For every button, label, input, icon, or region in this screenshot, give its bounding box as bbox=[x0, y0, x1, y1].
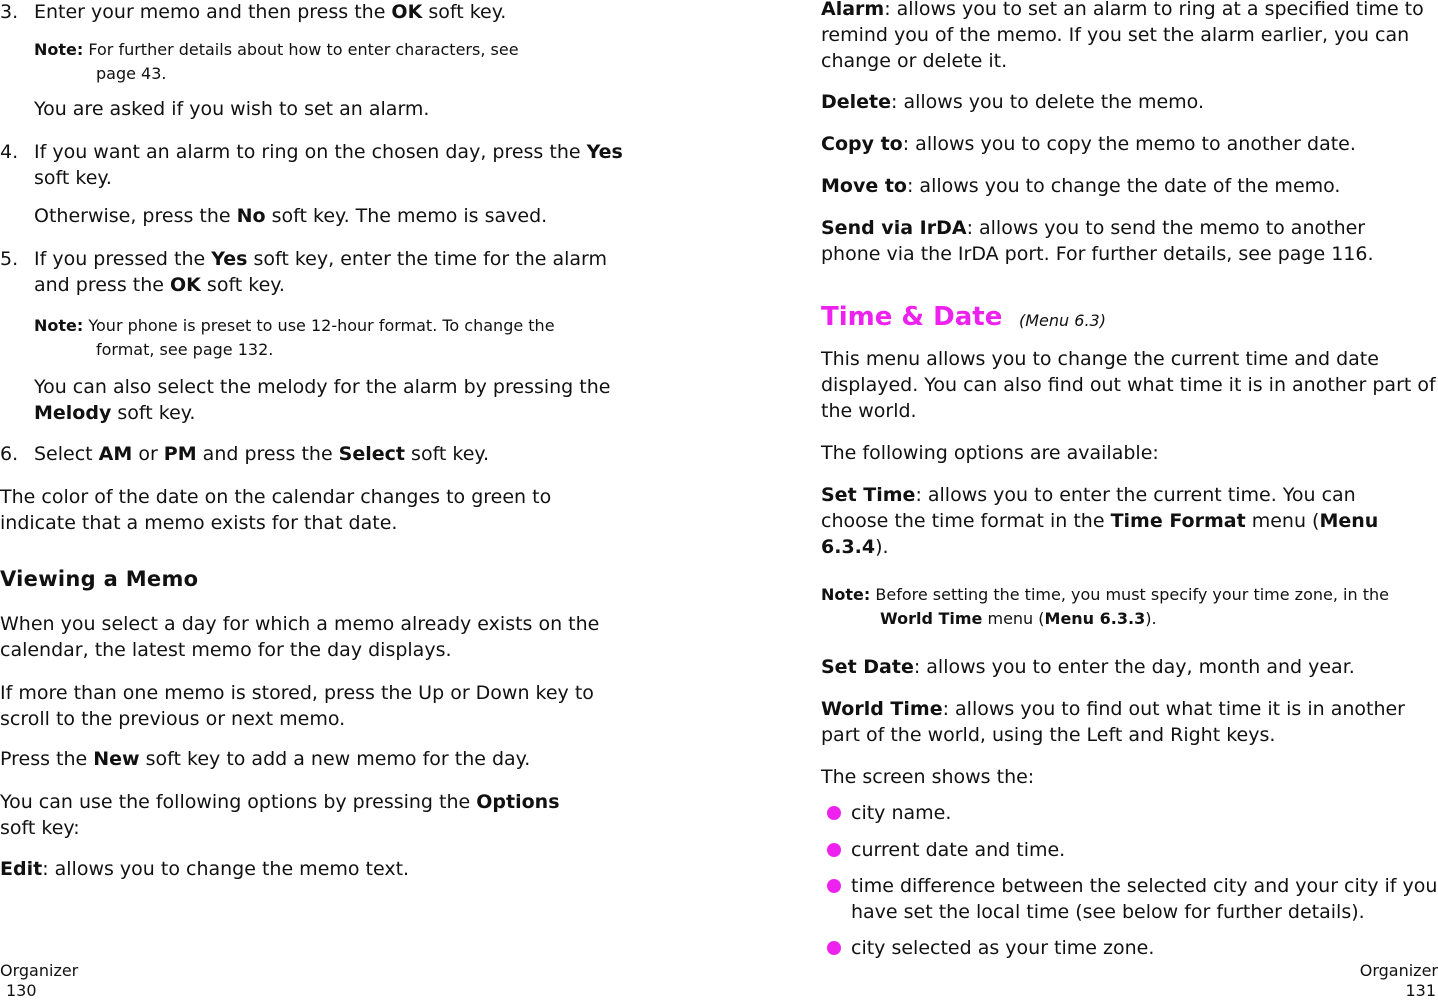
note-characters: Note: For further details about how to enter characters, see page 43. bbox=[34, 40, 519, 83]
irda-option: Send via IrDA: allows you to send the memo to another phone via the IrDA port. For further details, see page 116. bbox=[821, 217, 1374, 265]
step-3-follow: You are asked if you wish to set an alarm. bbox=[34, 98, 430, 120]
bullet-dot-icon bbox=[827, 879, 841, 893]
bullet-dot-icon bbox=[827, 941, 841, 955]
page-number: 130 bbox=[6, 981, 37, 1000]
footer-left bbox=[0, 961, 78, 1001]
viewing-paragraph-2: If more than one memo is stored, press the Up or Down key to scroll to the previous or next memo. bbox=[0, 682, 594, 730]
time-date-intro: This menu allows you to change the current time and date displayed. You can also find out what time it is in another part of the world. bbox=[821, 348, 1436, 422]
calendar-color-text: The color of the date on the calendar changes to green to indicate that a memo exists for that date. bbox=[0, 486, 552, 534]
move-option: Move to: allows you to change the date of the memo. bbox=[821, 175, 1341, 197]
screen-shows-text: The screen shows the: bbox=[821, 766, 1035, 788]
step-5-follow: You can also select the melody for the alarm by pressing the Melody soft key. bbox=[34, 376, 611, 424]
section-menu-ref: (Menu 6.3) bbox=[1019, 311, 1106, 330]
bullet-dot-icon bbox=[827, 806, 841, 820]
viewing-paragraph-3: Press the New soft key to add a new memo for the day. bbox=[0, 748, 531, 770]
delete-option: Delete: allows you to delete the memo. bbox=[821, 91, 1204, 113]
section-title: Time & Date bbox=[821, 302, 1003, 332]
page-number: 131 bbox=[1405, 981, 1436, 1000]
footer-right bbox=[1360, 961, 1438, 1001]
step-6: 6. Select AM or PM and press the Select soft key. bbox=[0, 443, 489, 465]
step-4: 4. If you want an alarm to ring on the chosen day, press the Yes soft key. bbox=[0, 141, 623, 189]
left-page bbox=[0, 0, 623, 1000]
viewing-memo-heading: Viewing a Memo bbox=[0, 567, 199, 591]
note-time-zone: Note: Before setting the time, you must specify your time zone, in the World Time menu (Menu 6.3.3). bbox=[821, 585, 1389, 628]
step-3: 3. Enter your memo and then press the OK soft key. bbox=[0, 1, 507, 23]
alarm-option: Alarm: allows you to set an alarm to ring at a specified time to remind you of the memo. If you set the alarm earlier, you can change or delete it. bbox=[821, 0, 1424, 72]
viewing-paragraph-1: When you select a day for which a memo already exists on the calendar, the latest memo for the day displays. bbox=[0, 613, 600, 661]
world-time-option: World Time: allows you to find out what time it is in another part of the world, using the Left and Right keys. bbox=[821, 698, 1405, 746]
note-12-hour-format: Note: Your phone is preset to use 12-hour format. To change the format, see page 132. bbox=[34, 316, 555, 359]
copy-option: Copy to: allows you to copy the memo to another date. bbox=[821, 133, 1356, 155]
step-number: 3. bbox=[0, 1, 19, 23]
edit-option: Edit: allows you to change the memo text. bbox=[0, 858, 410, 880]
set-date-option: Set Date: allows you to enter the day, month and year. bbox=[821, 656, 1355, 678]
options-intro: The following options are available: bbox=[821, 442, 1159, 464]
step-4-follow: Otherwise, press the No soft key. The memo is saved. bbox=[34, 205, 548, 227]
footer-section: Organizer bbox=[0, 961, 79, 980]
step-5: 5. If you pressed the Yes soft key, enter the time for the alarm and press the OK soft key. bbox=[0, 248, 608, 296]
bullet-dot-icon bbox=[827, 843, 841, 857]
footer-section: Organizer bbox=[1359, 961, 1438, 980]
set-time-option: Set Time: allows you to enter the current time. You can choose the time format in the Time Format menu (Menu 6.3.4). bbox=[821, 484, 1379, 558]
right-page: Alarm: allows you to set an alarm to ring at a specified time to remind you of the memo. If you set the alarm earlier, you can change or delete it. Delete: allows you to delete the memo. Copy to: allows you to copy the memo to another date. Move to: allows you to change the date of the memo. Send via IrDA: allows you to send the memo to another phone via the IrDA port. For further details, see page 116. Time & Date (Menu 6.3) This menu allows you to change the current time and date displayed. You can also find out what time it is in another part of the world. The following options are available: Set Time: allows you to enter the current time. You can choose the time format in the Time Format menu (Menu 6.3.4). Note: Before setting the time, you must specify your time zone, in the World Time menu (Menu 6.3.3). Set Date: allows you to enter the day, month and year. World Time: allows you to find out what time it is in another part of the world, using the Left and Right keys. The screen shows the: city name. current date and time. time difference between the selected city and your city if you have set the local time (see below for further details). city selected as your time zone. Organizer 131 bbox=[821, 0, 1438, 999]
viewing-paragraph-4: You can use the following options by pressing the Options soft key: bbox=[0, 791, 560, 839]
